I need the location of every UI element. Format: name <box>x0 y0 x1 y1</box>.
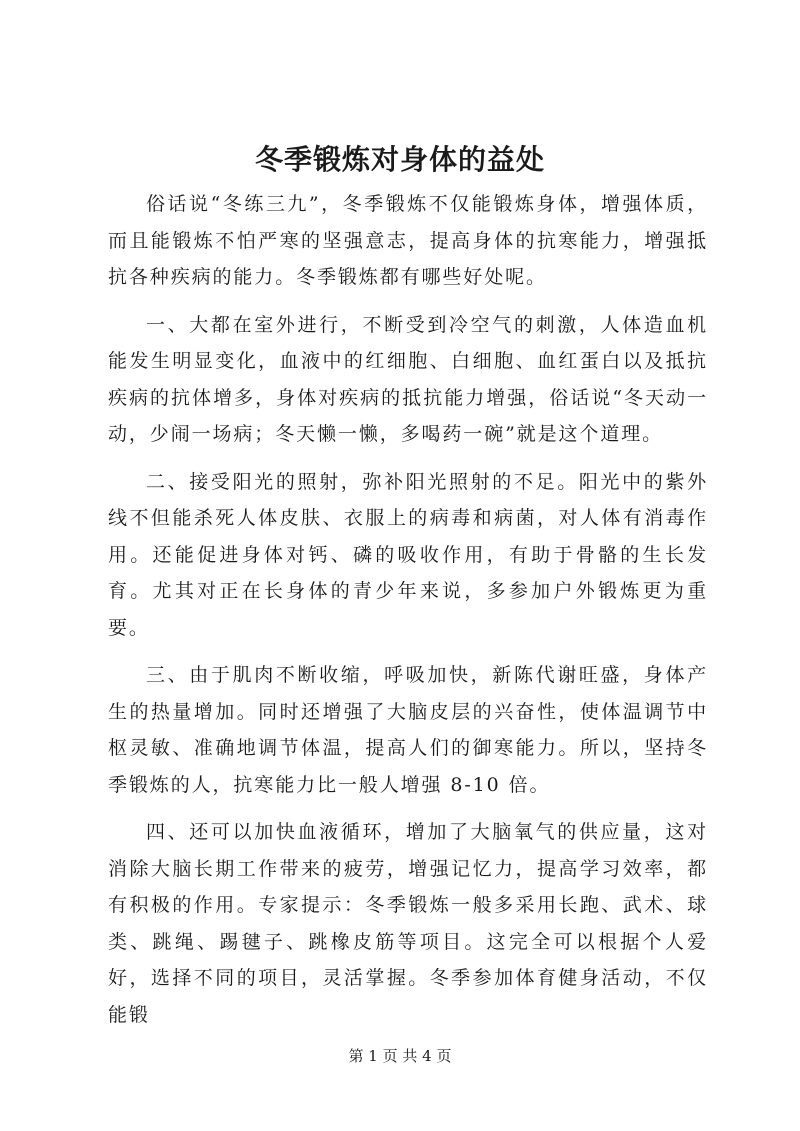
paragraph-intro: 俗话说“冬练三九”，冬季锻炼不仅能锻炼身体，增强体质，而且能锻炼不怕严寒的坚强意志，提高身体的抗寒能力，增强抵抗各种疾病的能力。冬季锻炼都有哪些好处呢。 <box>108 193 708 288</box>
page-number-footer: 第 1 页 共 4 页 <box>348 1047 452 1065</box>
paragraph-point-2: 二、接受阳光的照射，弥补阳光照射的不足。阳光中的紫外线不但能杀死人体皮肤、衣服上的病毒和病菌，对人体有消毒作用。还能促进身体对钙、磷的吸收作用，有助于骨骼的生长发育。尤其对正在长身体的青少年来说，多参加户外锻炼更为重要。 <box>108 470 708 639</box>
document-body <box>108 186 708 1044</box>
paragraph-point-3: 三、由于肌肉不断收缩，呼吸加快，新陈代谢旺盛，身体产生的热量增加。同时还增强了大脑皮层的兴奋性，使体温调节中枢灵敏、准确地调节体温，提高人们的御寒能力。所以，坚持冬季锻炼的人，抗寒能力比一般人增强 8-10 倍。 <box>108 664 708 796</box>
paragraph-point-4: 四、还可以加快血液循环，增加了大脑氧气的供应量，这对消除大脑长期工作带来的疲劳，增强记忆力，提高学习效率，都有积极的作用。专家提示：冬季锻炼一般多采用长跑、武术、球类、跳绳、踢毽子、跳橡皮筋等项目。这完全可以根据个人爱好，选择不同的项目，灵活掌握。冬季参加体育健身活动，不仅能锻 <box>108 821 708 1026</box>
document-title: 冬季锻炼对身体的益处 <box>254 143 545 176</box>
paragraph-point-1: 一、大都在室外进行，不断受到冷空气的刺激，人体造血机能发生明显变化，血液中的红细胞、白细胞、血红蛋白以及抵抗疾病的抗体增多，身体对疾病的抵抗能力增强，俗话说“冬天动一动，少闹一场病；冬天懒一懒，多喝药一碗”就是这个道理。 <box>108 313 708 445</box>
